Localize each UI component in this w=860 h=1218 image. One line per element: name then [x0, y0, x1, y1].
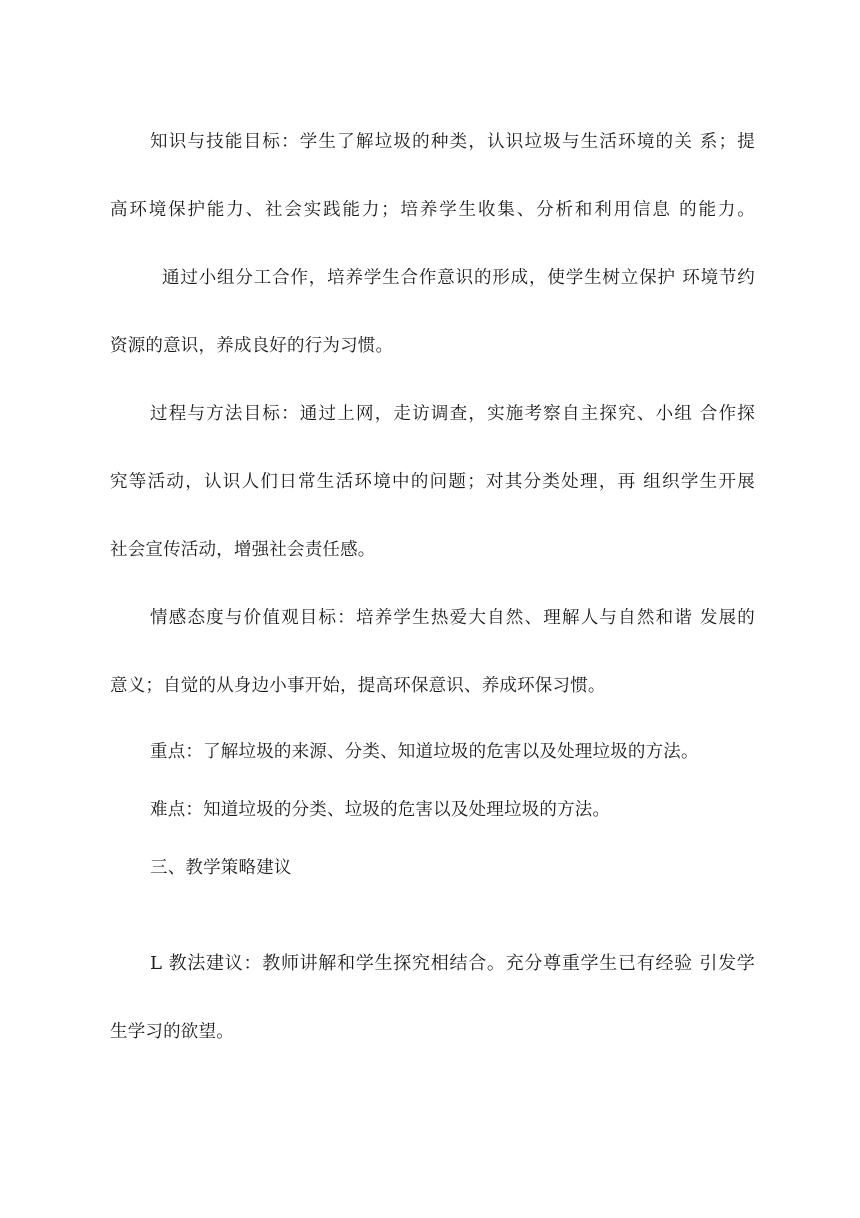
emotion-goal-line-2: 意义；自觉的从身边小事开始，提高环保意识、养成环保习惯。: [110, 676, 606, 696]
key-point: 重点：了解垃圾的来源、分类、知道垃圾的危害以及处理垃圾的方法。: [150, 742, 699, 762]
knowledge-goal-line-1: 知识与技能目标：学生了解垃圾的种类，认识垃圾与生活环境的关 系；提: [150, 132, 755, 152]
process-goal-line-2: 究等活动，认识人们日常生活环境中的问题；对其分类处理，再 组织学生开展: [110, 472, 755, 492]
process-goal-line-3: 社会宣传活动，增强社会责任感。: [110, 540, 376, 560]
cooperation-line-2: 资源的意识，养成良好的行为习惯。: [110, 336, 394, 356]
cooperation-line-1: 通过小组分工合作，培养学生合作意识的形成，使学生树立保护 环境节约: [162, 268, 755, 288]
teaching-method-line-2: 生学习的欲望。: [110, 1022, 234, 1042]
difficulty-point: 难点：知道垃圾的分类、垃圾的危害以及处理垃圾的方法。: [150, 800, 611, 820]
teaching-method-line-1: L 教法建议：教师讲解和学生探究相结合。充分尊重学生已有经验 引发学: [150, 953, 755, 974]
emotion-goal-line-1: 情感态度与价值观目标：培养学生热爱大自然、理解人与自然和谐 发展的: [150, 608, 755, 628]
process-goal-line-1: 过程与方法目标：通过上网，走访调查，实施考察自主探究、小组 合作探: [150, 404, 755, 424]
knowledge-goal-line-2: 高环境保护能力、社会实践能力；培养学生收集、分析和利用信息 的能力。: [110, 200, 755, 220]
section-heading: 三、教学策略建议: [150, 858, 292, 878]
